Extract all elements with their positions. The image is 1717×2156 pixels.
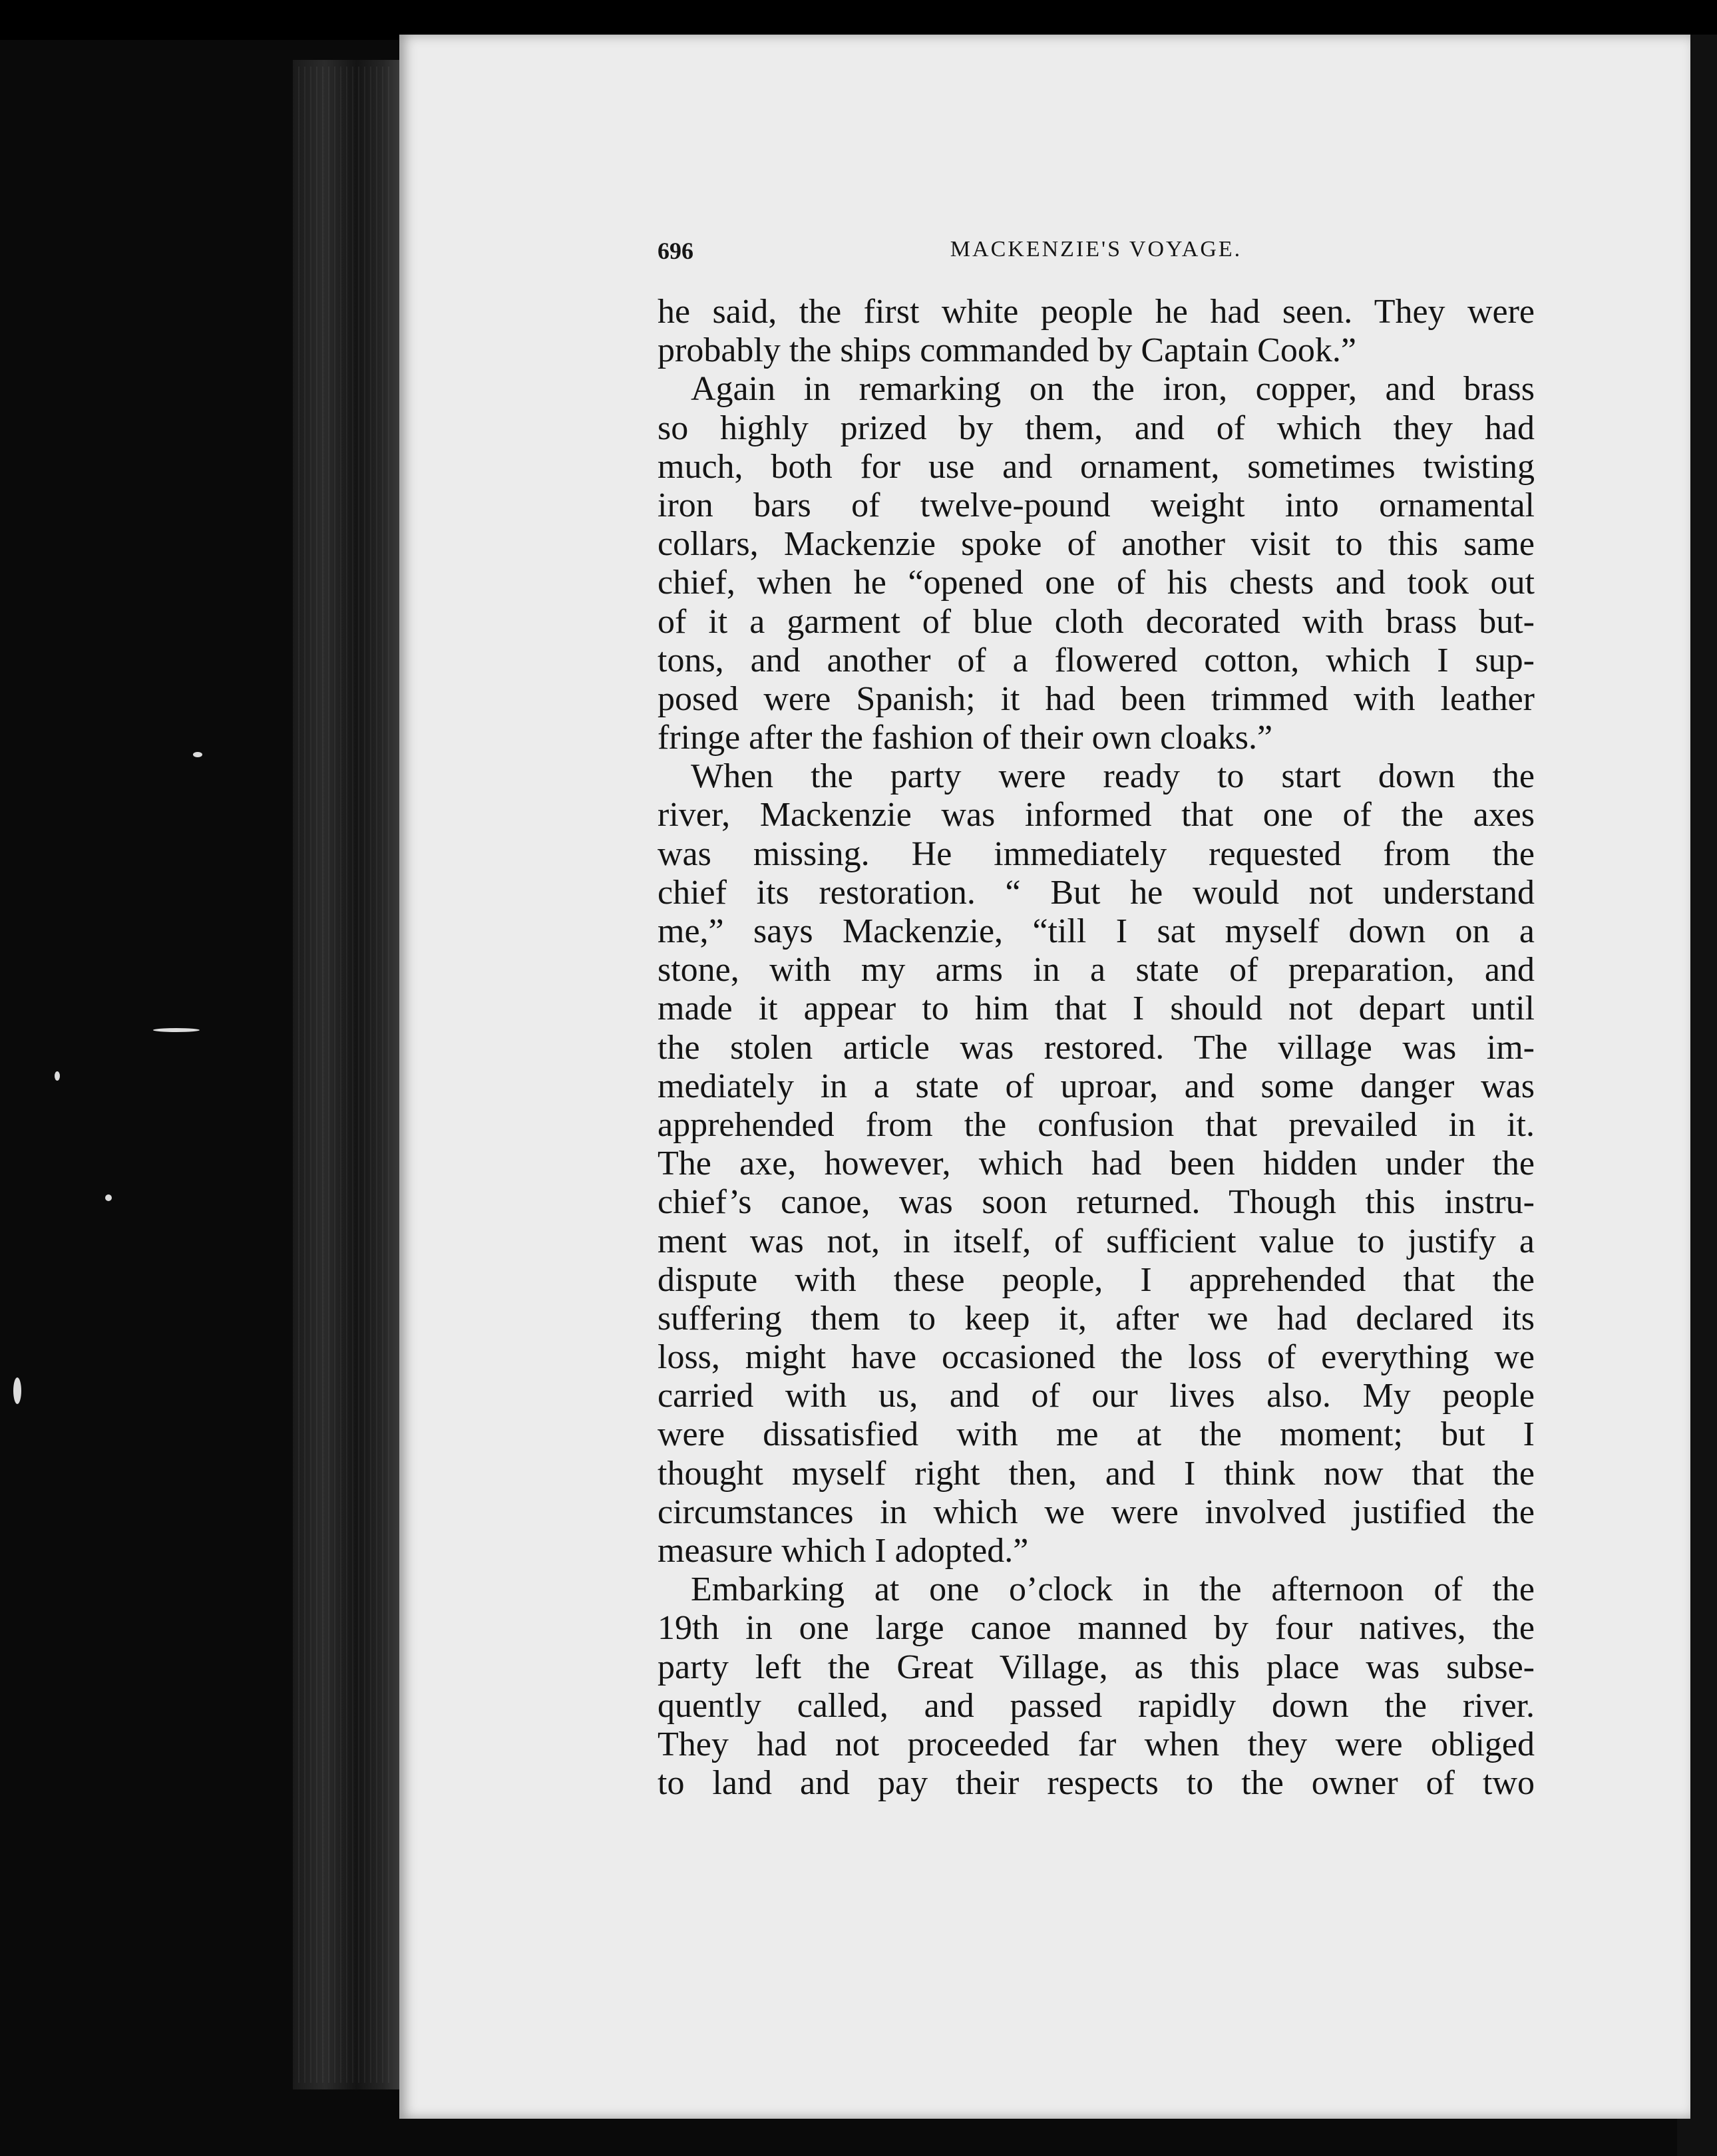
text-line: posed were Spanish; it had been trimmed with leather bbox=[658, 679, 1535, 718]
text-line: river, Mackenzie was informed that one of the axes bbox=[658, 796, 1535, 834]
book-page-edge-lines bbox=[298, 67, 391, 2083]
text-line: made it appear to him that I should not depart until bbox=[658, 989, 1535, 1028]
text-line: of it a garment of blue cloth decorated with brass but- bbox=[658, 602, 1535, 641]
scan-speck bbox=[13, 1377, 21, 1404]
scan-top-edge bbox=[0, 0, 1717, 40]
text-line: iron bars of twelve-pound weight into ornamental bbox=[658, 486, 1535, 524]
text-line: was missing. He immediately requested from the bbox=[658, 834, 1535, 873]
text-line: measure which I adopted.” bbox=[658, 1532, 1029, 1570]
text-line: mediately in a state of uproar, and some danger was bbox=[658, 1067, 1535, 1105]
text-line: The axe, however, which had been hidden under the bbox=[658, 1145, 1535, 1183]
text-line: loss, might have occasioned the loss of everything we bbox=[658, 1338, 1535, 1377]
text-line: chief its restoration. “ But he would not understand bbox=[658, 873, 1535, 912]
text-line: stone, with my arms in a state of preparation, and bbox=[658, 951, 1535, 989]
text-line: chief, when he “opened one of his chests and took out bbox=[658, 564, 1535, 602]
scan-speck bbox=[105, 1194, 112, 1201]
text-line: They had not proceeded far when they were obliged bbox=[658, 1725, 1535, 1763]
text-line: chief’s canoe, was soon returned. Though this instru- bbox=[658, 1183, 1535, 1222]
text-line: the stolen article was restored. The village was im- bbox=[658, 1028, 1535, 1067]
text-line: he said, the first white people he had seen. They were bbox=[658, 293, 1535, 331]
scan-speck bbox=[55, 1071, 60, 1081]
text-line: to land and pay their respects to the owner of two bbox=[658, 1764, 1535, 1803]
text-line: probably the ships commanded by Captain Cook.” bbox=[658, 331, 1356, 370]
text-line: collars, Mackenzie spoke of another visit to this same bbox=[658, 525, 1535, 564]
text-line: thought myself right then, and I think now that the bbox=[658, 1454, 1535, 1493]
text-line: so highly prized by them, and of which they had bbox=[658, 409, 1535, 447]
text-line: quently called, and passed rapidly down the river. bbox=[658, 1686, 1535, 1725]
text-line: tons, and another of a flowered cotton, which I sup- bbox=[658, 641, 1535, 679]
scan-speck bbox=[193, 752, 202, 757]
text-line: apprehended from the confusion that prevailed in it. bbox=[658, 1105, 1535, 1144]
running-head bbox=[658, 237, 1535, 277]
text-line: When the party were ready to start down the bbox=[691, 757, 1535, 796]
text-line: circumstances in which we were involved justified the bbox=[658, 1493, 1535, 1531]
text-line: much, both for use and ornament, sometimes twisting bbox=[658, 447, 1535, 486]
text-line: were dissatisfied with me at the moment; but I bbox=[658, 1415, 1535, 1454]
text-line: suffering them to keep it, after we had declared its bbox=[658, 1299, 1535, 1338]
text-line: party left the Great Village, as this place was subse- bbox=[658, 1648, 1535, 1686]
text-line: fringe after the fashion of their own cloaks.” bbox=[658, 719, 1273, 757]
text-line: carried with us, and of our lives also. My people bbox=[658, 1377, 1535, 1415]
text-line: ment was not, in itself, of sufficient value to justify a bbox=[658, 1222, 1535, 1260]
body-text bbox=[658, 293, 1535, 1803]
text-line: me,” says Mackenzie, “till I sat myself down on a bbox=[658, 912, 1535, 950]
text-line: dispute with these people, I apprehended that the bbox=[658, 1260, 1535, 1299]
scan-speck bbox=[153, 1028, 200, 1032]
running-head-title: MACKENZIE'S VOYAGE. bbox=[950, 237, 1242, 262]
text-line: Again in remarking on the iron, copper, and brass bbox=[691, 370, 1535, 409]
text-line: Embarking at one o’clock in the afternoon of the bbox=[691, 1570, 1535, 1609]
text-line: 19th in one large canoe manned by four natives, the bbox=[658, 1609, 1535, 1648]
page-number: 696 bbox=[658, 238, 693, 264]
